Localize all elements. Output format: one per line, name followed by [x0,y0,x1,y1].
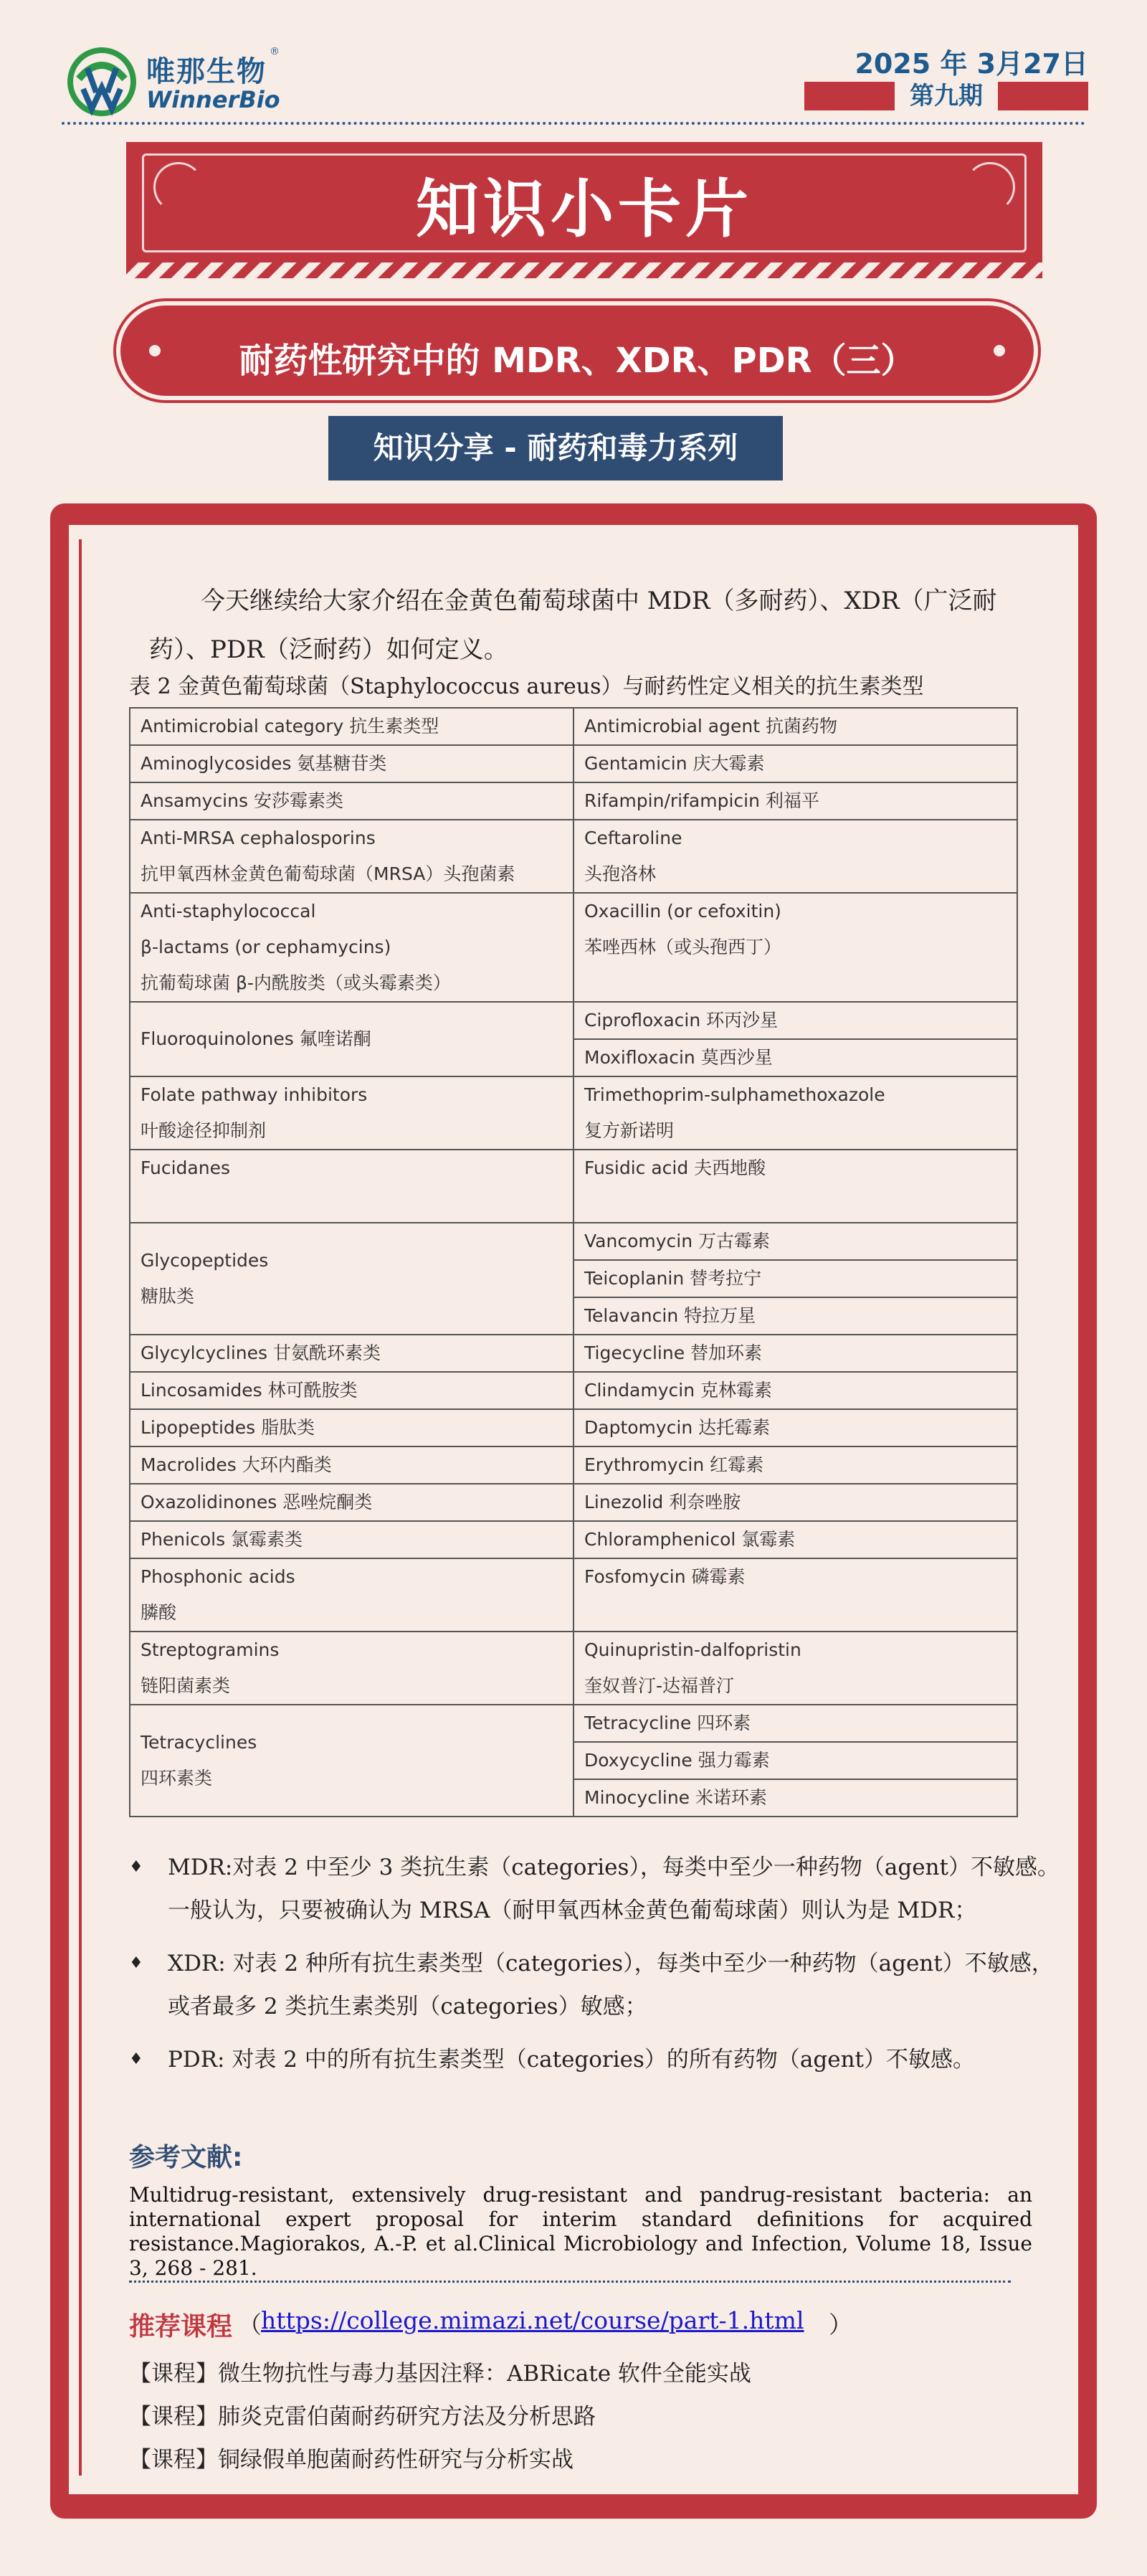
courses-title: 推荐课程 [129,2312,233,2341]
agent-line: Clindamycin 克林霉素 [584,1380,773,1401]
definition-text: MDR:对表 2 中至少 3 类抗生素（categories），每类中至少一种药物（agent）不敏感。一般认为，只要被确认为 MRSA（耐甲氧西林金黄色葡萄球菌）则认为是 MDR； [168,1855,1060,1923]
paren-open: （ [238,2311,262,2339]
category-line: Anti-staphylococcal [141,901,316,922]
course-link[interactable]: https://college.mimazi.net/course/part-1.html [261,2306,804,2334]
agent-line: 奎奴普汀-达福普汀 [584,1675,735,1696]
definition-text: PDR: 对表 2 中的所有抗生素类型（categories）的所有药物（agent）不敏感。 [168,2047,976,2073]
category-line: 抗甲氧西林金黄色葡萄球菌（MRSA）头孢菌素 [141,863,515,884]
content-card [69,525,1078,2494]
issue-number: 第九期 [910,82,983,110]
agent-cell [574,1150,1017,1223]
category-line: 叶酸途径抑制剂 [141,1120,267,1141]
bullet-diamond-icon: ♦ [129,1954,143,1972]
category-cell [130,1335,574,1372]
category-line: Glycopeptides [141,1250,269,1271]
issue-badge [804,79,1088,113]
antibiotic-table [129,707,1018,1817]
paren-close: ） [829,2311,852,2339]
table-row [130,1372,1017,1409]
agent-line: Fusidic acid 夫西地酸 [584,1157,766,1178]
references-divider [129,2281,1011,2283]
agent-cell [574,782,1017,820]
table-row [130,1446,1017,1484]
table-row [130,1002,1017,1039]
title-banner [126,142,1042,267]
category-cell [130,1558,574,1632]
publish-date: 2025 年 3月27日 [855,48,1088,80]
agent-line: 复方新诺明 [584,1120,675,1141]
category-line: Phenicols 氯霉素类 [141,1529,303,1550]
agent-line: Tetracycline 四环素 [584,1713,751,1733]
issue-bar-left [804,82,895,110]
table-row [130,1223,1017,1260]
category-line: Oxazolidinones 恶唑烷酮类 [141,1492,373,1512]
bullet-diamond-icon: ♦ [129,2050,143,2068]
content-panel [50,503,1097,2519]
agent-line [584,1595,1006,1631]
category-line: Folate pathway inhibitors [141,1084,368,1105]
table-row [130,745,1017,782]
course-item[interactable]: 【课程】铜绿假单胞菌耐药性研究与分析实战 [129,2447,574,2473]
series-tag: 知识分享 - 耐药和毒力系列 [328,416,783,480]
intro-paragraph: 今天继续给大家介绍在金黄色葡萄球菌中 MDR（多耐药）、XDR（广泛耐药）、PDR（泛耐药）如何定义。 [149,587,997,664]
table-row [130,1632,1017,1705]
references-title: 参考文献: [129,2143,243,2172]
table-row [130,1076,1017,1150]
agent-line: Daptomycin 达托霉素 [584,1417,771,1438]
category-cell [130,1446,574,1484]
registered-mark: ® [270,46,280,57]
agent-cell [574,1484,1017,1521]
category-cell [130,1632,574,1705]
category-cell [130,1521,574,1558]
agent-cell [574,1335,1017,1372]
agent-cell [574,745,1017,782]
agent-cell [574,1223,1017,1260]
agent-cell [574,820,1017,893]
category-cell [130,1150,574,1223]
category-line: Fucidanes [141,1157,230,1178]
category-line: 链阳菌素类 [141,1675,231,1696]
definition-item [129,2038,1061,2081]
category-cell [130,1223,574,1335]
agent-cell [574,1297,1017,1335]
category-line: Lipopeptides 脂肽类 [141,1417,315,1438]
category-line: 糖肽类 [141,1286,195,1307]
agent-line: Fosfomycin 磷霉素 [584,1566,746,1587]
winnerbio-logo-icon [66,46,138,118]
table-header-row [130,708,1017,745]
issue-bar-right [998,82,1088,110]
agent-cell [574,893,1017,1002]
category-line: Lincosamides 林可酰胺类 [141,1380,358,1401]
category-line [141,1186,563,1222]
category-line: 膦酸 [141,1602,177,1623]
category-line: Macrolides 大环内酯类 [141,1454,332,1475]
logo-english-name: WinnerBio [146,86,280,113]
category-cell [130,1484,574,1521]
table-caption: 表 2 金黄色葡萄球菌（Staphylococcus aureus）与耐药性定义相关的抗生素类型 [129,674,924,699]
agent-cell [574,1372,1017,1409]
category-line: Anti-MRSA cephalosporins [141,828,376,848]
page-title: 知识小卡片 [415,172,753,246]
category-cell [130,782,574,820]
banner-stripe [126,262,1042,278]
category-cell [130,1705,574,1817]
category-cell [130,1409,574,1446]
category-cell [130,745,574,782]
agent-line: Doxycycline 强力霉素 [584,1750,770,1771]
resistance-definitions [129,1846,1061,2091]
category-line: Phosphonic acids [141,1566,295,1587]
agent-line: Vancomycin 万古霉素 [584,1231,770,1251]
agent-line: Erythromycin 红霉素 [584,1454,764,1475]
agent-cell [574,1521,1017,1558]
course-item[interactable]: 【课程】肺炎克雷伯菌耐药研究方法及分析思路 [129,2404,596,2430]
agent-cell [574,1632,1017,1705]
header-category: Antimicrobial category 抗生素类型 [130,708,574,745]
category-line: 抗葡萄球菌 β-内酰胺类（或头霉素类） [141,972,451,993]
article-subtitle: 耐药性研究中的 MDR、XDR、PDR（三） [239,341,915,381]
category-line: Aminoglycosides 氨基糖苷类 [141,753,387,774]
agent-line: Ciprofloxacin 环丙沙星 [584,1010,779,1031]
agent-line: Chloramphenicol 氯霉素 [584,1529,796,1550]
definition-text: XDR: 对表 2 种所有抗生素类型（categories），每类中至少一种药物（agent）不敏感，或者最多 2 类抗生素类别（categories）敏感； [168,1951,1054,2019]
table-row [130,782,1017,820]
subtitle-pill [120,306,1034,396]
category-line: Tetracyclines [141,1732,257,1753]
agent-line: 头孢洛林 [584,863,657,884]
course-item[interactable]: 【课程】微生物抗性与毒力基因注释：ABRicate 软件全能实战 [129,2361,751,2387]
card-accent-line [79,539,82,2476]
category-line: Fluoroquinolones 氟喹诺酮 [141,1028,371,1049]
agent-cell [574,1002,1017,1039]
category-cell [130,1372,574,1409]
agent-line: Moxifloxacin 莫西沙星 [584,1047,773,1068]
definition-item [129,1942,1061,2028]
agent-line: Quinupristin-dalfopristin [584,1639,801,1660]
agent-cell [574,1705,1017,1742]
agent-line: Minocycline 米诺环素 [584,1787,768,1808]
reference-citation: Multidrug-resistant, extensively drug-resistant and pandrug-resistant bacteria: an international expert proposal for interim standard definitions for acquired resistance.Magiorakos, A.-P. et al.Clinical Microbiology and Infection, Volume 18, Issue 3, 268 - 281. [129,2183,1032,2280]
category-cell [130,893,574,1002]
header-agent: Antimicrobial agent 抗菌药物 [574,708,1017,745]
agent-line: Gentamicin 庆大霉素 [584,753,765,774]
table-row [130,820,1017,893]
agent-line: Trimethoprim-sulphamethoxazole [584,1084,885,1105]
agent-cell [574,1742,1017,1779]
category-line: Streptogramins [141,1639,280,1660]
header-divider [62,122,1085,125]
definition-item [129,1846,1061,1932]
table-row [130,1484,1017,1521]
agent-line: Rifampin/rifampicin 利福平 [584,790,819,811]
logo-chinese-name: 唯那生物 [146,55,267,88]
table-row [130,1705,1017,1742]
category-line: 四环素类 [141,1768,213,1789]
agent-cell [574,1260,1017,1297]
agent-line: 苯唑西林（或头孢西丁） [584,937,782,957]
category-line: β-lactams (or cephamycins) [141,937,391,957]
agent-line: Oxacillin (or cefoxitin) [584,901,781,922]
table-row [130,1150,1017,1223]
agent-cell [574,1076,1017,1150]
agent-cell [574,1446,1017,1484]
agent-line: Ceftaroline [584,828,682,848]
company-logo [62,42,291,120]
table-row [130,1558,1017,1632]
agent-line: Teicoplanin 替考拉宁 [584,1268,762,1289]
agent-line [584,1186,1006,1222]
agent-cell [574,1039,1017,1076]
table-row [130,1335,1017,1372]
category-cell [130,1076,574,1150]
agent-line: Telavancin 特拉万星 [584,1305,756,1326]
agent-line: Linezolid 利奈唑胺 [584,1492,741,1512]
agent-cell [574,1409,1017,1446]
table-row [130,1409,1017,1446]
table-row [130,1521,1017,1558]
agent-cell [574,1779,1017,1817]
agent-line: Tigecycline 替加环素 [584,1343,763,1363]
category-cell [130,820,574,893]
category-line: Ansamycins 安莎霉素类 [141,790,343,811]
bullet-diamond-icon: ♦ [129,1858,143,1876]
category-cell [130,1002,574,1076]
agent-cell [574,1558,1017,1632]
category-line: Glycylcyclines 甘氨酰环素类 [141,1343,381,1363]
table-row [130,893,1017,1002]
